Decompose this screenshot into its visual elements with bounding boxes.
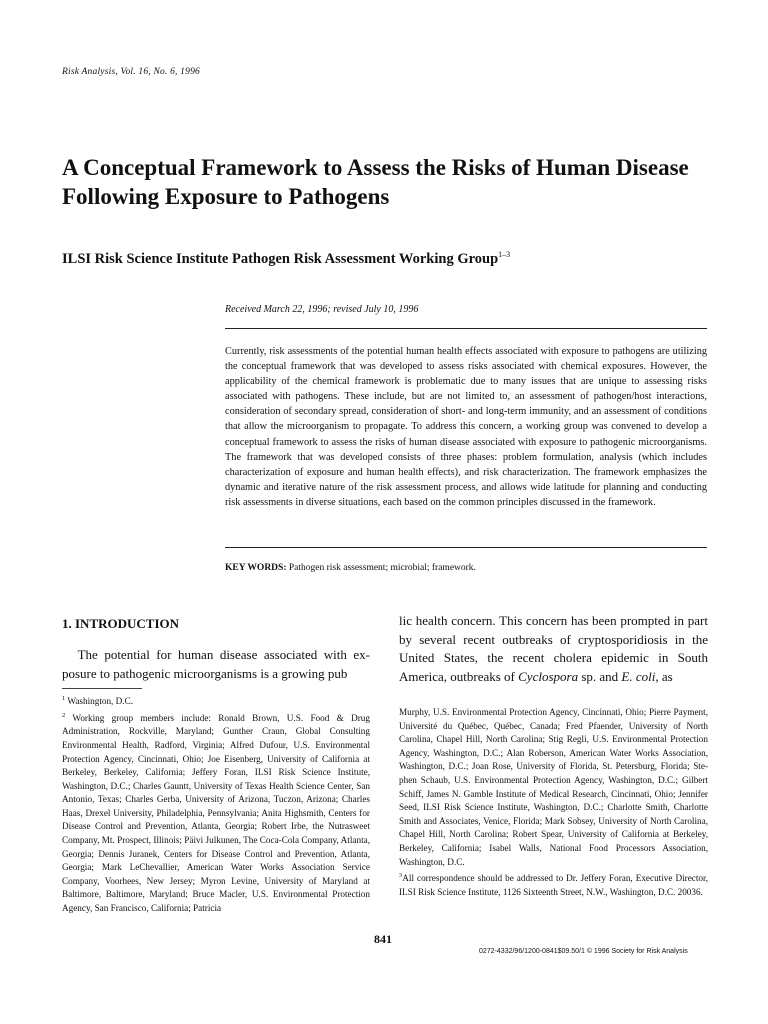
intro-right-italic-ecoli: E. coli	[621, 668, 656, 684]
footnote-3-mark: 3	[399, 872, 403, 880]
intro-left-text: The potential for human disease associated with exposure to pathogenic microorganisms is a growing pub	[62, 647, 370, 681]
intro-right-text-2: sp. and	[578, 668, 622, 684]
intro-right-text-3: , as	[655, 668, 673, 684]
author-footnote-marks: 1–3	[498, 250, 511, 259]
footnotes-left-column	[62, 692, 370, 916]
intro-paragraph-left	[62, 646, 370, 683]
keywords	[225, 563, 476, 573]
footnote-1-mark: 1	[62, 695, 66, 702]
intro-right-italic-cyclospora: Cyclospora	[518, 668, 579, 684]
keywords-label: KEY WORDS:	[225, 563, 287, 573]
footnote-2-continued: Murphy, U.S. Environmental Protection Agency, Cincinnati, Ohio; Pierre Payment, Université du Québec, Québec, Canada; Fred Pfaender, University of North Carolina, Chapel Hill, North Carolina; Stig Regli, U.S. Environmental Protection Agency, Washington, D.C.; Alan Roberson, American Water Works Association, Washington, D.C.; Joan Rose, University of Florida, St. Petersburg, Florida; Stephen Schaub, U.S. Environmental Protection Agency, Washington, D.C.; Gilbert Schiff, James N. Gamble Institute of Medical Research, Cincinnati, Ohio; Jennifer Seed, ILSI Risk Science Institute, Washington, D.C.; Charlotte Smith, Charlotte Smith and Associates, Venice, Florida; Mark Sobsey, University of North Carolina, Chapel Hill, North Carolina; Robert Spear, University of California at Berkeley, Berkeley, California; Isabel Walls, National Food Processors Association, Washington, D.C.	[399, 707, 708, 867]
section-heading-introduction: 1. INTRODUCTION	[62, 616, 180, 631]
journal-citation: Risk Analysis, Vol. 16, No. 6, 1996	[62, 67, 200, 77]
received-dates: Received March 22, 1996; revised July 10, 1996	[225, 304, 419, 315]
footnotes-right-column	[399, 706, 708, 899]
footnote-2-mark: 2	[62, 711, 66, 719]
copyright-line: 0272-4332/96/1200-0841$09.50/1 © 1996 Society for Risk Analysis	[479, 948, 688, 955]
page-number: 841	[374, 932, 392, 946]
footnote-1	[62, 692, 370, 709]
footnote-rule	[62, 688, 142, 689]
abstract-top-rule	[225, 328, 707, 329]
paper-title: A Conceptual Framework to Assess the Risks of Human Disease Following Exposure to Pathogens	[62, 155, 689, 209]
intro-paragraph-right	[399, 612, 708, 686]
abstract-bottom-rule	[225, 547, 707, 548]
author-name: ILSI Risk Science Institute Pathogen Risk Assessment Working Group	[62, 250, 499, 267]
intro-right-text-1: lic health concern. This concern has been prompted in part by several recent outbreaks of cryptosporidiosis in the United States, the recent cholera epidemic in South America, outbreaks of	[399, 613, 708, 684]
footnote-2	[62, 709, 370, 916]
footnote-3-text: All correspondence should be addressed to Dr. Jeffery Foran, Executive Director, ILSI Risk Science Institute, 1126 Sixteenth Street, N.W., Washington, D.C. 20036.	[399, 873, 708, 897]
footnote-1-text: Washington, D.C.	[67, 696, 134, 707]
keywords-text: Pathogen risk assessment; microbial; framework.	[288, 563, 476, 573]
author-line	[62, 250, 510, 268]
abstract: Currently, risk assessments of the potential human health effects associated with exposure to pathogens are utilizing the conceptual framework that was developed to assess risks associated with chemical exposures. However, the applicability of the chemical framework is problematic due to many issues that are unique to assessing risks associated with pathogens. These include, but are not limited to, an assessment of pathogen/host interactions, consideration of secondary spread, consideration of short- and long-term immunity, and an assessment of conditions that allow the microorganism to propagate. To address this concern, a working group was convened to develop a conceptual framework to assess the risks of human disease associated with exposure to pathogenic microorganisms. The framework that was developed consists of three phases: problem formulation, analysis (which includes characterization of exposure and human health effects), and risk characterization. The framework emphasizes the dynamic and iterative nature of the risk assessment process, and allows wide latitude for planning and conducting risk assessments in diverse situations, each based on the common principles discussed in the framework.	[225, 346, 707, 508]
footnote-2-text: Working group members include: Ronald Brown, U.S. Food & Drug Administration, Rockville, Maryland; Gunther Craun, Global Consulting Environmental Health, Radford, Virginia; Alfred Dufour, U.S. Environmental Protection Agency, Cincinnati, Ohio; Joe Eisenberg, University of California at Berkeley, Berkeley, California; Jeffery Foran, ILSI Risk Science Institute, Washington, D.C.; Charles Gauntt, University of Texas Health Science Center, San Antonio, Texas; Charles Gerba, University of Arizona, Tuczon, Arizona; Charles Haas, Drexel University, Philadelphia, Pennsylvania; Anita Highsmith, Centers for Disease Control and Prevention, Atlanta, Georgia; Robert Irbe, the Nutrasweet Company, Mt. Prospect, Illinois; Päivi Julkunen, The Coca-Cola Company, Atlanta, Georgia; Dennis Juranek, Centers for Disease Control and Prevention, Atlanta, Georgia; Mark LeChevallier, American Water Works Association Service Company, Voorhees, New Jersey; Myron Levine, University of Maryland at Baltimore, Baltimore, Maryland; Bruce Macler, U.S. Environmental Protection Agency, San Francisco, California; Patricia	[62, 712, 370, 914]
footnote-3	[399, 869, 708, 899]
